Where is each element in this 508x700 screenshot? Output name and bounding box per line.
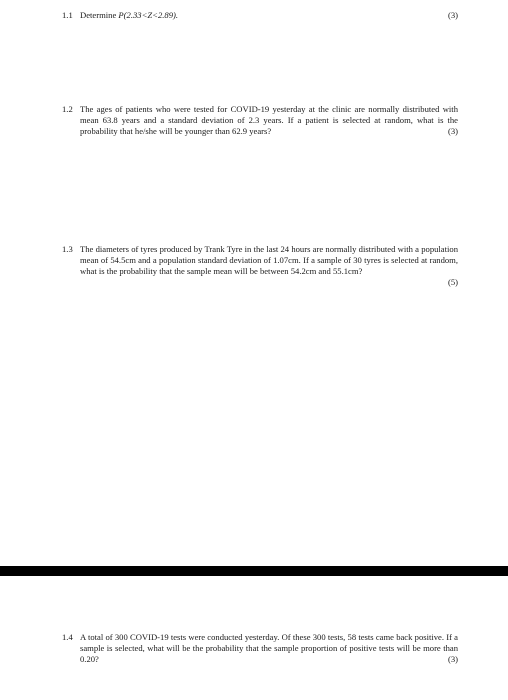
- question-number: 1.1: [62, 10, 73, 20]
- question-1-4: [62, 632, 458, 665]
- question-number: 1.2: [62, 104, 73, 114]
- question-1-2: [62, 104, 458, 137]
- question-text: [80, 10, 458, 21]
- question-text: A total of 300 COVID-19 tests were conducted yesterday. Of these 300 tests, 58 tests came back positive. If a sample is selected, what will be the probability that the sample proportion of positive tests will be more than 0.20?: [80, 632, 458, 664]
- question-marks: (3): [447, 10, 458, 20]
- document-page-bottom: [0, 576, 508, 700]
- question-text: The diameters of tyres produced by Trank Tyre in the last 24 hours are normally distributed with a population mean of 54.5cm and a population standard deviation of 1.07cm. If a sample of 30 tyres is selected at random, what is the probability that the sample mean will be between 54.2cm and 55.1cm?: [80, 244, 458, 276]
- page-divider: [0, 566, 508, 576]
- probability-expression: P(2.33<Z<2.89).: [118, 10, 178, 20]
- question-1-1: [62, 10, 458, 21]
- question-1-3: [62, 244, 458, 287]
- question-number: 1.4: [62, 632, 73, 642]
- question-text: The ages of patients who were tested for COVID-19 yesterday at the clinic are normally distributed with mean 63.8 years and a standard deviation of 2.3 years. If a patient is selected at random, what is the probability that he/she will be younger than 62.9 years?: [80, 104, 458, 136]
- question-text-prefix: Determine: [80, 10, 119, 20]
- question-marks: (5): [447, 277, 458, 287]
- question-marks: (3): [447, 126, 458, 136]
- question-number: 1.3: [62, 244, 73, 254]
- question-marks: (3): [447, 654, 458, 664]
